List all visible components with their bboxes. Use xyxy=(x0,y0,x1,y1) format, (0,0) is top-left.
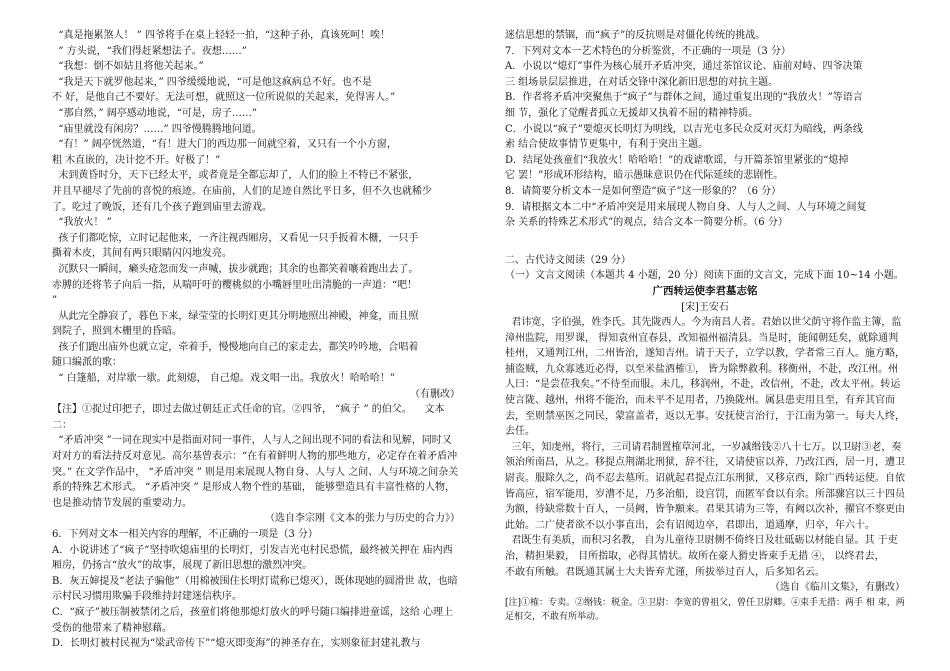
passage-line: “我是天下就罗他起来，” 四爷缓缓地说，“可是他这疯病总不好。也不是 xyxy=(52,76,372,88)
section-heading: 二、古代诗文阅读（29 分） xyxy=(505,254,631,266)
text-one-passage xyxy=(52,28,460,387)
question-line: A．小说以“熄灯”事件为核心展开矛盾冲突，通过茶馆议论、庙前对峙、四爷决策 xyxy=(505,61,863,73)
passage-line: ” xyxy=(52,295,58,307)
question-line: 9．请根据文本二中“矛盾冲突是用来展现人物自身、人与人之间、人与环境之间复 xyxy=(505,201,867,213)
passage-line: “ 白篷船，对岸歇一歇。此刻熄， 自己熄。戏文唱一出。我放火！哈哈哈！” xyxy=(52,373,395,385)
passage-line: “我放火！ ” xyxy=(52,217,112,229)
text-two: “矛盾冲突 ”一词在现实中是指面对同一事件，人与人之间出现不同的看法和见解，同时又对对方的看法持反对意见。高尔基曾表示：“在有着鲜明人物的那些地方，必定存在着矛盾冲突。” 在文学作品中， “矛盾冲突 ” 则是用来展现人物自身、人与人 之间、人与环境之间杂关系的特殊艺术形式。 “矛盾冲突 ” 是形成人物个性的基础， 能够塑造具有丰富性格的人物，也是推动情节发展的重要动力。 xyxy=(52,435,459,509)
question-line: C．小说以“疯子”要熄灭长明灯为明线，以吉光屯多民众反对灭灯为暗线，两条线 xyxy=(505,123,863,135)
left-column xyxy=(52,28,460,652)
classical-text-author: [宋]王安石 xyxy=(681,301,729,313)
question-6-option-a: A．小说讲述了“疯子”坚持吹熄庙里的长明灯，引发吉光屯村民恐慌，最终被关押在 庙内西厢房，仍扬言“放火”的故事，展现了新旧思想的激烈冲突。 xyxy=(52,544,453,572)
annotation-notes: 【注】①捉过印把子，即过去做过朝廷正式任命的官。②四爷， “疯子 ” 的伯父。 文本二： xyxy=(52,404,445,431)
passage-line: “我想：倒不如姑且将他关起来。” xyxy=(52,61,204,73)
question-6-option-b: B．灰五婶提及“老法子骗他”（用棉被围住长明灯谎称已熄灭），既体现她的圆滑世 故，也暗示村民习惯用欺骗手段维持封建迷信秩序。 xyxy=(52,575,458,603)
passage-line: 随口编派的歌： xyxy=(52,357,122,369)
classical-text-title: 广西转运使李君墓志铭 xyxy=(652,284,758,297)
question-line: 7．下列对文本一艺术特色的分析鉴赏，不正确的一项是（3 分） xyxy=(505,45,791,57)
passage-line: 赤膊的还将苇子向后一指，从喘吁吁的樱桃似的小嘴唇里吐出清脆的一声道：“吧！ xyxy=(52,279,418,291)
classical-paragraph: 三年，知虔州，将行，三司请君制置榷草河北，一岁减缗钱②八十七万。以卫尉③老，奏领治所南昌，从之。移提点荆湖北刑狱，辞不往，又请使宦以养，乃改江西，居一月，遭卫尉丧。服除久之，尚不忍去墓所。诏就起君提点江东刑狱，又移京西，除广西转运使。自依皆高应，宿军能用，岁漕不足，乃多治船，设宫罚，而匿军食以有余。所部骤宫以三十四员为额，待缺常数十百人，一员阙，皆争願来。君果其请为三等，有阙以次补，擢官不察更由此始。二广使者欲不以小事直出，会有诏阅边卒，君即出，道通摩，归卒，年六十。 xyxy=(505,441,905,531)
question-line: B．作者将矛盾冲突聚焦于“疯子”与群体之间，通过重复出现的“我放火！”等语言 xyxy=(505,92,863,104)
classical-notes: [注]①榷：专卖。②缗钱：税金。③卫尉：李宽的曾祖父，曾任卫尉卿。④束手无措：两手 相 束，两足相交，不敢有所举动。 xyxy=(505,597,905,622)
classical-paragraph: 不敢有所触。君既通其属士大夫皆弃尤谨，所拔举过百人，后多知名云。 xyxy=(505,566,825,578)
question-6: 6．下列对文本一相关内容的理解，不正确的一项是（3 分） xyxy=(52,529,318,540)
passage-line: “庙里就没有闲房？……” 四爷慢腾腾地问道。 xyxy=(52,123,262,135)
questions-7-9 xyxy=(505,28,905,231)
classical-source: （选自《临川文集》，有删改） xyxy=(770,582,905,594)
subsection-instruction: （一）文言文阅读（本题共 4 小题，20 分）阅读下面的文言文，完成下面 10~14 小题。 xyxy=(505,270,904,282)
question-line: 它 罢！”形成环形结构，暗示愚昧意识仍在代际延续的悲剧性。 xyxy=(505,170,784,182)
passage-line: 并且早褪尽了先前的喜悦的痕迹。在庙前，人们的足迹自然比平日多，但不久也就稀少 xyxy=(52,185,432,197)
passage-line: 沉默只一瞬间，癞头疮忽而发一声喊，拔步就跑；其余的也都笑着嚷着跑出去了。 xyxy=(52,263,419,275)
question-line: 索 结合使故事情节更集中，有利于突出主题。 xyxy=(505,139,709,151)
question-line: D．结尾处孩童们“我放火！哈哈哈！”的戏谑歌谣，与开篇茶馆里紧张的“熄掉 xyxy=(505,154,849,166)
passage-line: “真是拖累煞人！ ” 四爷将手在桌上轻轻一拍，“这种子孙，真该死呵！唉！ xyxy=(52,30,391,41)
question-line: 8．请简要分析文本一是如何塑造“疯子”这一形象的？（6 分） xyxy=(505,185,782,197)
question-6-option-c: C．“疯子”被压制被禁闭之后，孩童们将他那熄灯放火的呼号随口编排进童谣，这给 心理上受伤的他带来了精神慰藉。 xyxy=(52,606,454,634)
passage-line: 末到黄昏时分，天下已经太平，或者竟是全都忘却了，人们的脸上不特已不紧张， xyxy=(52,170,419,182)
passage-line: 撕着木皮，其间有两只眼睛闪闪地发亮。 xyxy=(52,248,232,260)
question-line: 细 节，强化了觉醒者孤立无援却又执着不屈的精神特质。 xyxy=(505,107,759,119)
passage-line: 孩子们跑出庙外也就立定，牵着手，慢慢地向自己的家走去，都笑吟吟地，合唱着 xyxy=(52,341,419,353)
classical-text-body xyxy=(505,315,905,580)
right-column xyxy=(505,28,905,624)
classical-paragraph: 君既生有美质，而积习名教， 自为儿童待卫尉侧不倚终日及壮砥砺以材能自显。其 于吏治，精担果毅， 目所指取，必得其情状。故所在豪人猾史皆束手无措 ④， 以终君去， xyxy=(505,535,898,562)
passage-line: 了。吃过了晚饭，还有几个孩子跑到庙里去游戏。 xyxy=(52,201,272,213)
question-line: 杂 关系的特殊艺术形式”的观点，结合文本一简要分析。（6 分） xyxy=(505,217,788,229)
passage-line: “那自然，” 阔亭感动地说，“可是，房子……” xyxy=(52,107,257,119)
question-6-option-d: D．长明灯被村民视为“梁武帝传下”“熄灭即变海”的神圣存在，实则象征封建礼教与 xyxy=(52,638,421,650)
passage-line: “有！” 阔亭恍然道，“有！进大门的西边那一间就空着，又只有一个小方窗， xyxy=(52,139,397,151)
passage-line: 不 好，是他自己不要好。无法可想，就照这一位所说似的关起来，免得害人。” xyxy=(52,92,396,104)
question-line: 三 组场景层层推进，在对话交锋中深化新旧思想的对抗主题。 xyxy=(505,76,779,88)
passage-line: 到院子，照到木栅里的昏暗。 xyxy=(52,326,182,338)
classical-paragraph: 君讳宽，字伯强，姓李氏。其先陇西人。今为南昌人者。君始以世父荫守将作监主簿，监漳州监院，用罗课， 得知袁州宜春县，改知福州福清县。当是时，能闻朝廷矣，就除通判桂州，又通判江州，二州皆治，遂知吉州。请于天子，立学以教，学者常三百人。施方略，捕盗贼，九众寡逃近必得，以至米盐酒榷①， 皆为除弊救利。移衡州，不赴，改江州。州人曰：“是尝莅我矣。”不待至而服。未几，移润州，不赴，改信州，不赴，改太平州。转运使言陇、越州，州将不能治，而未平不足用者，乃换陇州。属县患吏用且至，有弃其官而去，至则禁巫医之同民，蒙富盖者，返以无事。安抚使言治行，于江南为第一。每夫人终，去任。 xyxy=(505,317,905,438)
source-note-2: （选自李宗刚《文本的张力与历史的合力》） xyxy=(265,513,460,525)
passage-line: 从此完全静寂了，暮色下来，绿莹莹的长明灯更其分明地照出神殿，神龛，而且照 xyxy=(52,310,419,322)
passage-line: 粗 木直嵌的，决计挖不开。好极了！” xyxy=(52,154,221,166)
source-note-1: （有删改） xyxy=(410,388,460,400)
passage-line: ” 方头说，“我们得赶紧想法子。夜想……” xyxy=(52,45,247,57)
question-line: 迷信思想的禁锢，而“疯子”的反抗则是对僵化传统的挑战。 xyxy=(505,30,766,41)
passage-line: 孩子们都吃惊，立时记起他来，一齐注视西厢房，又看见一只手扳着木栅，一只手 xyxy=(52,232,419,244)
